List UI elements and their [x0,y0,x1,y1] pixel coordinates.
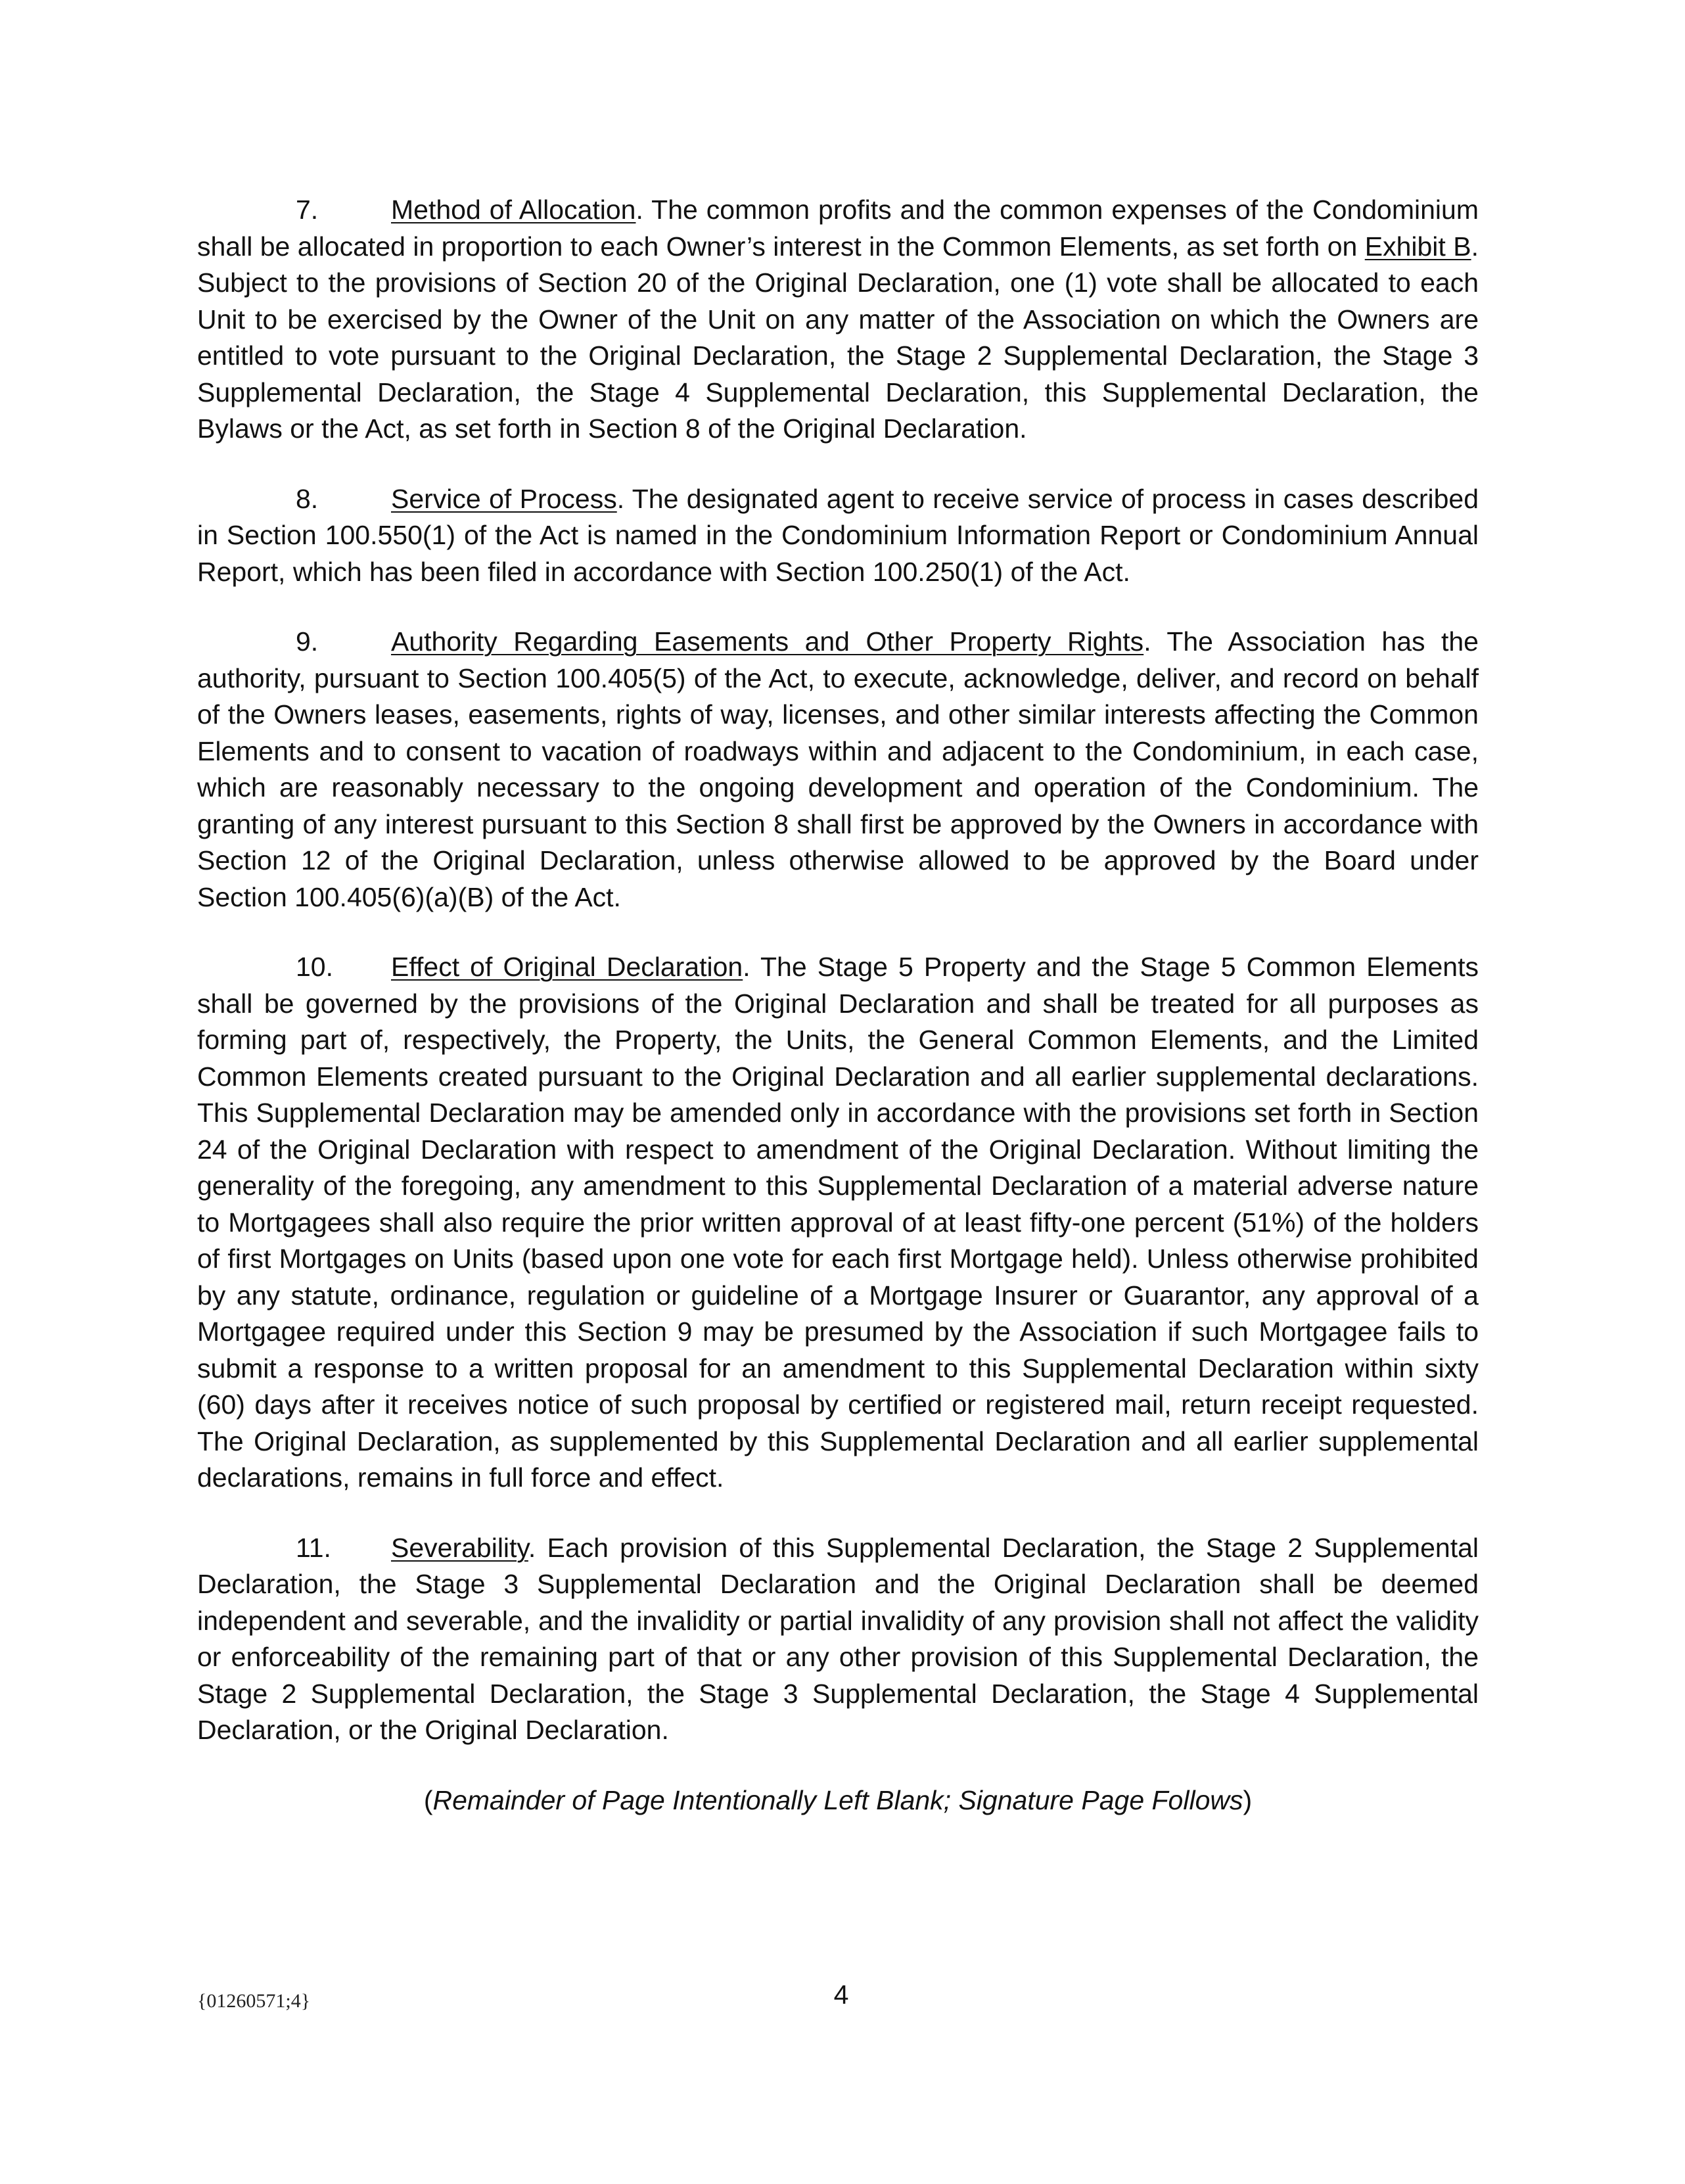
section-10-number: 10. [296,952,333,982]
section-7-text-part2: . Subject to the provisions of Section 20 of the Original Declaration, one (1) vote shall be allocated to each Unit to be exercised by the Owner of the Unit on any matter of the Association on which the Owners are entitled to vote pursuant to the Original Declaration, the Stage 2 Supplemental Declaration, the Stage 3 Supplemental Declaration, the Stage 4 Supplemental Declaration, this Supplemental Declaration, the Bylaws or the Act, as set forth in Section 8 of the Original Declaration. [197,231,1479,444]
exhibit-b-reference: Exhibit B [1364,231,1471,262]
section-7-paragraph [197,192,1479,448]
remainder-notice [197,1782,1479,1819]
section-8-paragraph [197,481,1479,591]
section-8-number: 8. [296,483,319,514]
remainder-notice-open-paren: ( [423,1784,433,1815]
section-10-text: . The Stage 5 Property and the Stage 5 Common Elements shall be governed by the provisions of the Original Declaration and shall be treated for all purposes as forming part of, respectively, the Property, the Units, the General Common Elements, and the Limited Common Elements created pursuant to the Original Declaration and all earlier supplemental declarations. This Supplemental Declaration may be amended only in accordance with the provisions set forth in Section 24 of the Original Declaration with respect to amendment of the Original Declaration. Without limiting the generality of the foregoing, any amendment to this Supplemental Declaration of a material adverse nature to Mortgagees shall also require the prior written approval of at least fifty-one percent (51%) of the holders of first Mortgages on Units (based upon one vote for each first Mortgage held). Unless otherwise prohibited by any statute, ordinance, regulation or guideline of a Mortgage Insurer or Guarantor, any approval of a Mortgagee required under this Section 9 may be presumed by the Association if such Mortgagee fails to submit a response to a written proposal for an amendment to this Supplemental Declaration within sixty (60) days after it receives notice of such proposal by certified or registered mail, return receipt requested. The Original Declaration, as supplemented by this Supplemental Declaration and all earlier supplemental declarations, remains in full force and effect. [197,952,1479,1493]
section-11-text: . Each provision of this Supplemental Declaration, the Stage 2 Supplemental Declaration, the Stage 3 Supplemental Declaration and the Original Declaration shall be deemed independent and severable, and the invalidity or partial invalidity of any provision shall not affect the validity or enforceability of the remaining part of that or any other provision of this Supplemental Declaration, the Stage 2 Supplemental Declaration, the Stage 3 Supplemental Declaration, the Stage 4 Supplemental Declaration, or the Original Declaration. [197,1532,1479,1745]
section-11-paragraph [197,1530,1479,1749]
section-7-number: 7. [296,195,319,225]
section-8-heading: Service of Process [391,483,617,514]
section-11-heading: Severability [391,1532,528,1563]
footer-document-id: {01260571;4} [197,1990,311,2012]
section-7-text-part1: . The common profits and the common expenses of the Condominium shall be allocated in proportion to each Owner’s interest in the Common Elements, as set forth on [197,195,1479,262]
section-9-text: . The Association has the authority, pursuant to Section 100.405(5) of the Act, to execute, acknowledge, deliver, and record on behalf of the Owners leases, easements, rights of way, licenses, and other similar interests affecting the Common Elements and to consent to vacation of roadways within and adjacent to the Condominium, in each case, which are reasonably necessary to the ongoing development and operation of the Condominium. The granting of any interest pursuant to this Section 8 shall first be approved by the Owners in accordance with Section 12 of the Original Declaration, unless otherwise allowed to be approved by the Board under Section 100.405(6)(a)(B) of the Act. [197,626,1479,912]
section-9-paragraph [197,624,1479,916]
document-body [197,192,1479,1819]
section-9-heading: Authority Regarding Easements and Other Property Rights [391,626,1144,657]
remainder-notice-text: Remainder of Page Intentionally Left Blank; Signature Page Follows [432,1784,1243,1815]
section-11-number: 11. [296,1532,331,1563]
page-number: 4 [833,1980,849,2010]
remainder-notice-close-paren: ) [1243,1784,1253,1815]
section-10-heading: Effect of Original Declaration [391,952,743,982]
section-8-text: . The designated agent to receive service of process in cases described in Section 100.550(1) of the Act is named in the Condominium Information Report or Condominium Annual Report, which has been filed in accordance with Section 100.250(1) of the Act. [197,483,1479,587]
section-9-number: 9. [296,626,319,657]
section-10-paragraph [197,949,1479,1497]
section-7-heading: Method of Allocation [391,195,636,225]
